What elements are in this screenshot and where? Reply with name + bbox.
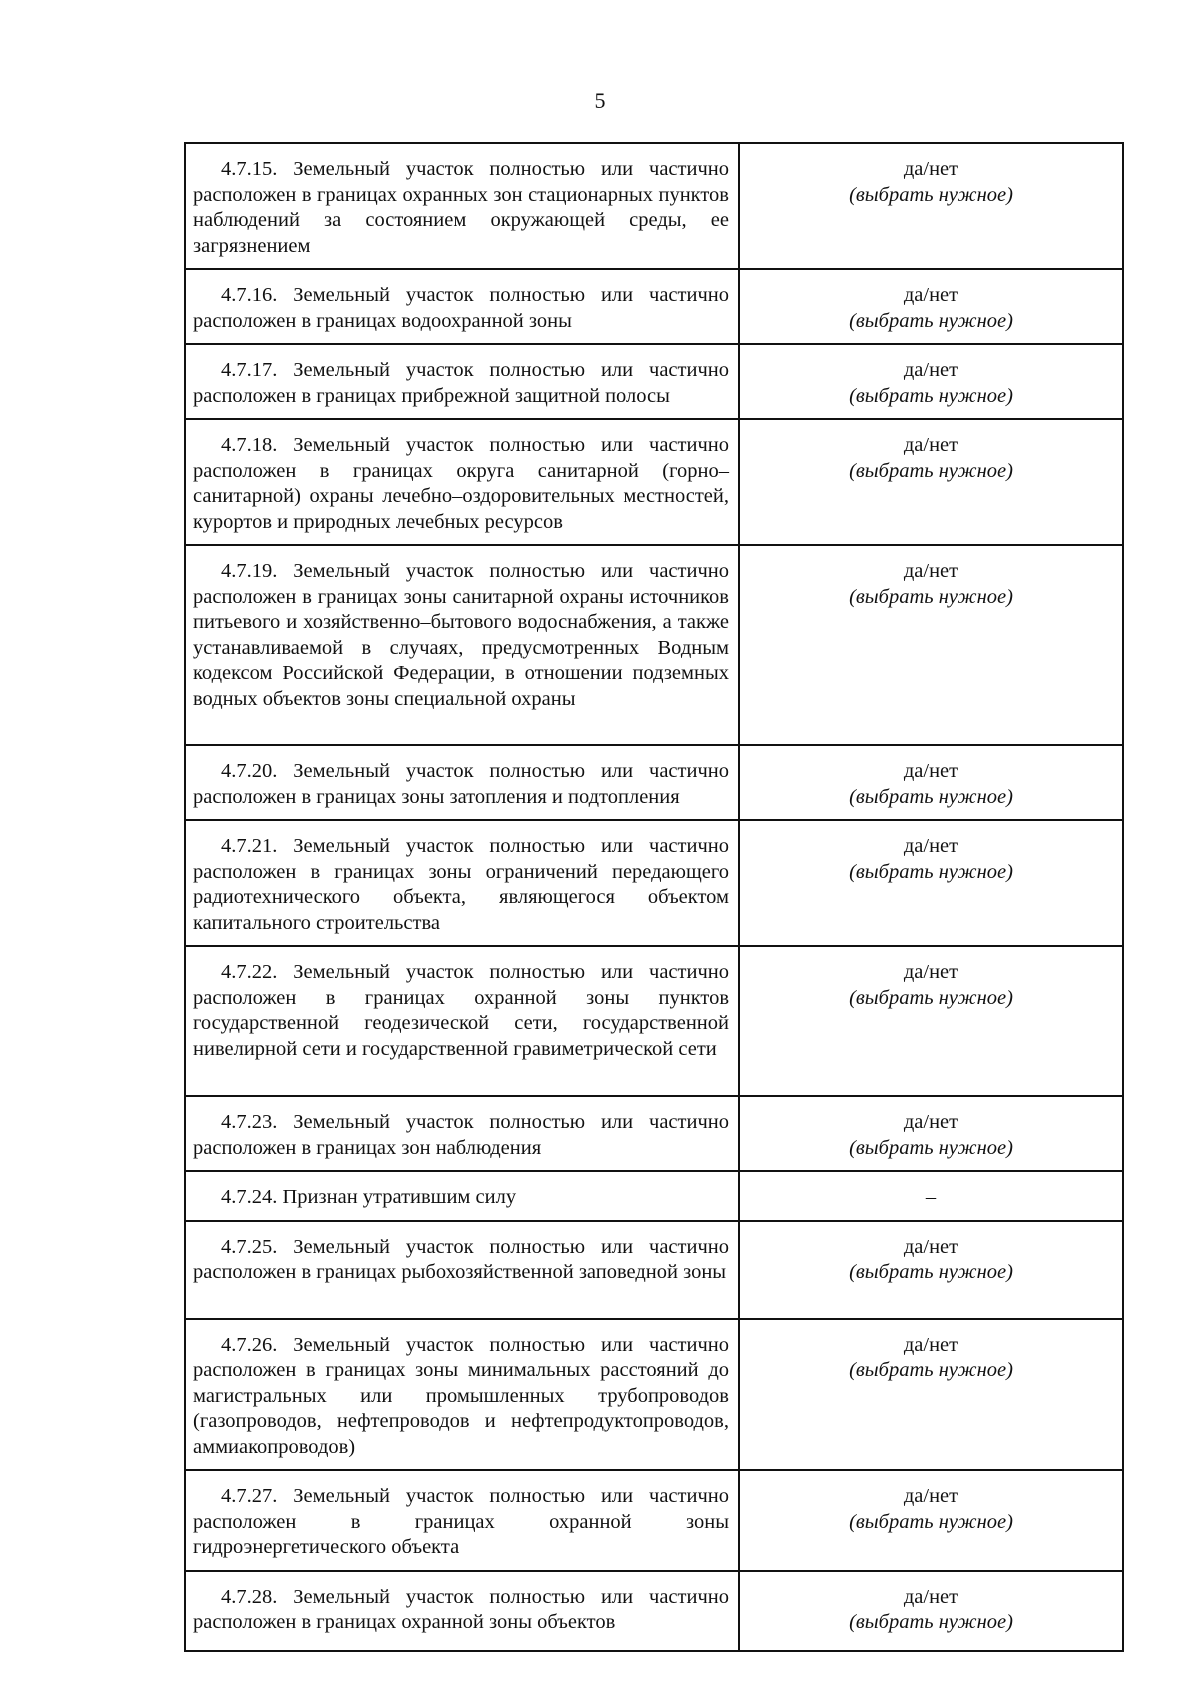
answer-cell[interactable]	[739, 1470, 1123, 1571]
answer-value: да/нет	[903, 434, 959, 456]
answer-value: да/нет	[903, 560, 959, 582]
answer-value: –	[925, 1186, 937, 1208]
table-row	[185, 1221, 1123, 1319]
answer-hint: (выбрать нужное)	[849, 1136, 1013, 1159]
criterion-text: 4.7.26. Земельный участок полностью или частично расположен в границах зоны минимальных расстояний до магистральных или промышленных трубопроводов (газопроводов, нефтепроводов и нефтепродуктопроводов, аммиакопроводов)	[193, 1333, 729, 1458]
table-row	[185, 745, 1123, 820]
answer-value: да/нет	[903, 1485, 959, 1507]
answer-cell[interactable]	[739, 545, 1123, 745]
criterion-text: 4.7.28. Земельный участок полностью или частично расположен в границах охранной зоны объектов	[193, 1585, 729, 1633]
answer-cell[interactable]	[739, 946, 1123, 1096]
answer-cell[interactable]	[739, 1171, 1123, 1221]
criterion-cell	[185, 344, 739, 419]
criterion-cell	[185, 269, 739, 344]
answer-value: да/нет	[903, 359, 959, 381]
criterion-text: 4.7.17. Земельный участок полностью или частично расположен в границах прибрежной защитной полосы	[193, 359, 729, 407]
criterion-text: 4.7.20. Земельный участок полностью или частично расположен в границах зоны затопления и подтопления	[193, 760, 729, 808]
criteria-table	[184, 142, 1124, 1652]
answer-cell[interactable]	[739, 419, 1123, 545]
criterion-text: 4.7.16. Земельный участок полностью или частично расположен в границах водоохранной зоны	[193, 284, 729, 332]
criterion-text: 4.7.21. Земельный участок полностью или частично расположен в границах зоны ограничений передающего радиотехнического объекта, являющегося объектом капитального строительства	[193, 835, 729, 934]
table-row	[185, 1319, 1123, 1471]
answer-hint: (выбрать нужное)	[849, 1261, 1013, 1283]
criterion-text: 4.7.19. Земельный участок полностью или частично расположен в границах зоны санитарной охраны источников питьевого и хозяйственно–бытового водоснабжения, а также устанавливаемой в случаях, предусмотренных Водным кодексом Российской Федерации, в отношении подземных водных объектов зоны специальной охраны	[193, 560, 729, 710]
criterion-text: 4.7.27. Земельный участок полностью или частично расположен в границах охранной зоны гидроэнергетического объекта	[193, 1485, 729, 1558]
answer-value: да/нет	[903, 760, 959, 782]
criterion-cell	[185, 1096, 739, 1171]
criterion-text: 4.7.22. Земельный участок полностью или частично расположен в границах охранной зоны пунктов государственной геодезической сети, государственной нивелирной сети и государственной гравиметрической сети	[193, 961, 729, 1060]
answer-hint: (выбрать нужное)	[849, 860, 1013, 883]
answer-value: да/нет	[903, 284, 959, 306]
answer-value: да/нет	[903, 158, 959, 180]
answer-value: да/нет	[903, 835, 959, 857]
criterion-cell	[185, 143, 739, 269]
answer-hint: (выбрать нужное)	[849, 309, 1013, 332]
criterion-cell	[185, 1171, 739, 1221]
table-row	[185, 1470, 1123, 1571]
answer-value: да/нет	[903, 1235, 959, 1258]
table-row	[185, 545, 1123, 745]
answer-cell[interactable]	[739, 1221, 1123, 1319]
page-number: 5	[594, 88, 606, 113]
answer-cell[interactable]	[739, 269, 1123, 344]
table-row	[185, 1171, 1123, 1221]
answer-value: да/нет	[903, 961, 959, 983]
table-row	[185, 344, 1123, 419]
answer-cell[interactable]	[739, 143, 1123, 269]
criterion-cell	[185, 820, 739, 946]
table-row	[185, 269, 1123, 344]
answer-hint: (выбрать нужное)	[849, 585, 1013, 608]
answer-hint: (выбрать нужное)	[849, 1611, 1013, 1633]
criterion-text: 4.7.18. Земельный участок полностью или частично расположен в границах округа санитарной (горно–санитарной) охраны лечебно–оздоровительных местностей, курортов и природных лечебных ресурсов	[193, 434, 729, 533]
table-row	[185, 419, 1123, 545]
answer-hint: (выбрать нужное)	[849, 183, 1013, 206]
table-row	[185, 1096, 1123, 1171]
criterion-text: 4.7.25. Земельный участок полностью или частично расположен в границах рыбохозяйственной заповедной зоны	[193, 1235, 729, 1283]
criterion-cell	[185, 1571, 739, 1651]
answer-value: да/нет	[903, 1333, 959, 1356]
table-row	[185, 820, 1123, 946]
criterion-text: 4.7.24. Признан утратившим силу	[221, 1186, 517, 1208]
answer-hint: (выбрать нужное)	[849, 1359, 1013, 1381]
criterion-cell	[185, 1470, 739, 1571]
answer-value: да/нет	[903, 1111, 959, 1133]
table-row	[185, 143, 1123, 269]
table-row	[185, 946, 1123, 1096]
answer-hint: (выбрать нужное)	[849, 785, 1013, 808]
answer-cell[interactable]	[739, 1096, 1123, 1171]
answer-hint: (выбрать нужное)	[849, 459, 1013, 482]
answer-cell[interactable]	[739, 1319, 1123, 1471]
answer-cell[interactable]	[739, 745, 1123, 820]
criterion-text: 4.7.15. Земельный участок полностью или частично расположен в границах охранных зон стационарных пунктов наблюдений за состоянием окружающей среды, ее загрязнением	[193, 158, 729, 257]
criterion-cell	[185, 1221, 739, 1319]
answer-value: да/нет	[903, 1585, 959, 1608]
criterion-text: 4.7.23. Земельный участок полностью или частично расположен в границах зон наблюдения	[193, 1111, 729, 1159]
answer-hint: (выбрать нужное)	[849, 384, 1013, 407]
answer-hint: (выбрать нужное)	[849, 1510, 1013, 1533]
table-row	[185, 1571, 1123, 1651]
answer-hint: (выбрать нужное)	[849, 986, 1013, 1009]
criterion-cell	[185, 419, 739, 545]
answer-cell[interactable]	[739, 820, 1123, 946]
criterion-cell	[185, 1319, 739, 1471]
criterion-cell	[185, 745, 739, 820]
criterion-cell	[185, 946, 739, 1096]
criterion-cell	[185, 545, 739, 745]
answer-cell[interactable]	[739, 344, 1123, 419]
answer-cell[interactable]	[739, 1571, 1123, 1651]
